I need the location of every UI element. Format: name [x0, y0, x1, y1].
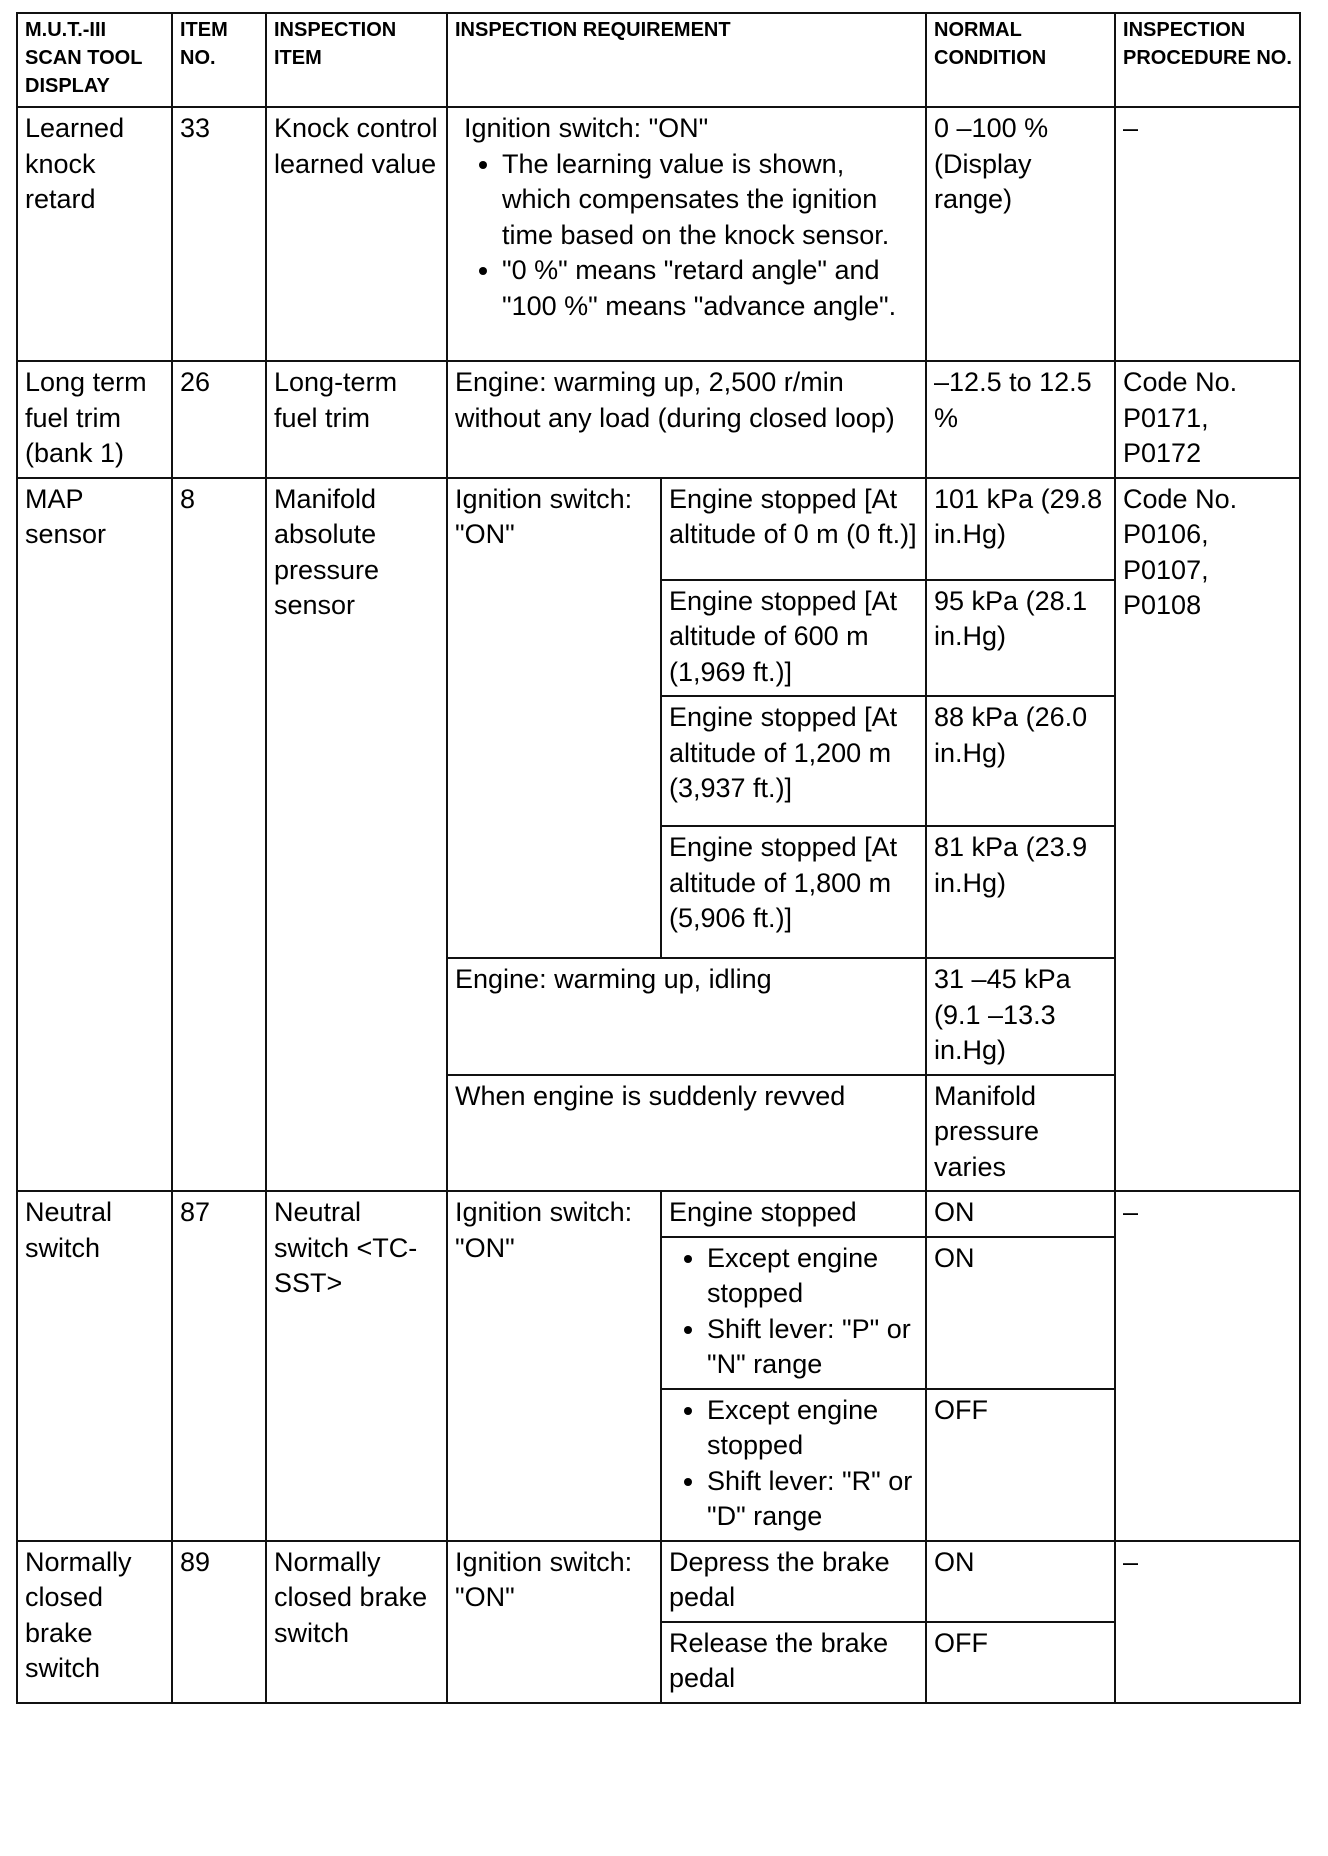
cell-normal: OFF — [926, 1622, 1115, 1703]
header-procedure: INSPECTION PROCEDURE NO. — [1115, 13, 1300, 107]
table-row — [17, 1541, 1300, 1622]
list-item: • Except engine stopped — [707, 1241, 918, 1312]
cell-item-no: 87 — [172, 1191, 266, 1541]
cell-requirement: When engine is suddenly revved — [447, 1075, 926, 1192]
table-row — [17, 1191, 1300, 1237]
condition-bullets — [669, 1241, 918, 1383]
cell-item-no: 33 — [172, 107, 266, 361]
cell-sub-condition: Engine stopped [At altitude of 1,800 m (5,906 ft.)] — [661, 826, 926, 958]
cell-requirement-main: Ignition switch: "ON" — [447, 478, 661, 959]
requirement-title: Ignition switch: "ON" — [464, 113, 709, 143]
cell-procedure: – — [1115, 1191, 1300, 1541]
cell-item: Knock control learned value — [266, 107, 447, 361]
header-item: INSPECTION ITEM — [266, 13, 447, 107]
cell-requirement: Engine: warming up, idling — [447, 958, 926, 1075]
list-item: • Except engine stopped — [707, 1393, 918, 1464]
cell-normal: 101 kPa (29.8 in.Hg) — [926, 478, 1115, 580]
cell-procedure: Code No. P0106, P0107, P0108 — [1115, 478, 1300, 1192]
cell-sub-condition — [661, 1389, 926, 1541]
list-item: • Shift lever: "P" or "N" range — [707, 1312, 918, 1383]
list-item: • Shift lever: "R" or "D" range — [707, 1464, 918, 1535]
list-item: • "0 %" means "retard angle" and "100 %" means "advance angle". — [502, 253, 918, 324]
list-item: • The learning value is shown, which compensates the ignition time based on the knock sensor. — [502, 147, 918, 254]
inspection-table — [16, 12, 1301, 1704]
cell-item: Long-term fuel trim — [266, 361, 447, 478]
cell-normal: ON — [926, 1541, 1115, 1622]
cell-procedure: – — [1115, 107, 1300, 361]
header-row — [17, 13, 1300, 107]
cell-requirement — [447, 107, 926, 361]
table-row — [17, 361, 1300, 478]
cell-normal: OFF — [926, 1389, 1115, 1541]
cell-procedure: Code No. P0171, P0172 — [1115, 361, 1300, 478]
header-requirement: INSPECTION REQUIREMENT — [447, 13, 926, 107]
condition-bullets — [669, 1393, 918, 1535]
header-display: M.U.T.-III SCAN TOOL DISPLAY — [17, 13, 172, 107]
cell-requirement: Engine: warming up, 2,500 r/min without any load (during closed loop) — [447, 361, 926, 478]
cell-sub-condition: Engine stopped — [661, 1191, 926, 1237]
cell-normal: 0 –100 % (Display range) — [926, 107, 1115, 361]
cell-sub-condition: Depress the brake pedal — [661, 1541, 926, 1622]
cell-item-no: 89 — [172, 1541, 266, 1703]
cell-normal: –12.5 to 12.5 % — [926, 361, 1115, 478]
cell-item-no: 26 — [172, 361, 266, 478]
cell-procedure: – — [1115, 1541, 1300, 1703]
requirement-bullets — [464, 147, 918, 325]
table-row — [17, 107, 1300, 361]
cell-display: Neutral switch — [17, 1191, 172, 1541]
cell-display: Learned knock retard — [17, 107, 172, 361]
cell-sub-condition: Release the brake pedal — [661, 1622, 926, 1703]
cell-item-no: 8 — [172, 478, 266, 1192]
cell-sub-condition — [661, 1237, 926, 1389]
cell-normal: 88 kPa (26.0 in.Hg) — [926, 696, 1115, 826]
cell-normal: ON — [926, 1237, 1115, 1389]
header-normal: NORMAL CONDITION — [926, 13, 1115, 107]
cell-normal: 95 kPa (28.1 in.Hg) — [926, 580, 1115, 697]
cell-display: Normally closed brake switch — [17, 1541, 172, 1703]
cell-normal: Manifold pressure varies — [926, 1075, 1115, 1192]
cell-normal: 31 –45 kPa (9.1 –13.3 in.Hg) — [926, 958, 1115, 1075]
cell-requirement-main: Ignition switch: "ON" — [447, 1541, 661, 1703]
cell-sub-condition: Engine stopped [At altitude of 600 m (1,969 ft.)] — [661, 580, 926, 697]
cell-display: Long term fuel trim (bank 1) — [17, 361, 172, 478]
cell-normal: 81 kPa (23.9 in.Hg) — [926, 826, 1115, 958]
table-row — [17, 478, 1300, 580]
cell-sub-condition: Engine stopped [At altitude of 0 m (0 ft.)] — [661, 478, 926, 580]
cell-item: Normally closed brake switch — [266, 1541, 447, 1703]
header-item-no: ITEM NO. — [172, 13, 266, 107]
cell-requirement-main: Ignition switch: "ON" — [447, 1191, 661, 1541]
cell-display: MAP sensor — [17, 478, 172, 1192]
cell-item: Neutral switch <TC-SST> — [266, 1191, 447, 1541]
cell-sub-condition: Engine stopped [At altitude of 1,200 m (3,937 ft.)] — [661, 696, 926, 826]
cell-normal: ON — [926, 1191, 1115, 1237]
cell-item: Manifold absolute pressure sensor — [266, 478, 447, 1192]
